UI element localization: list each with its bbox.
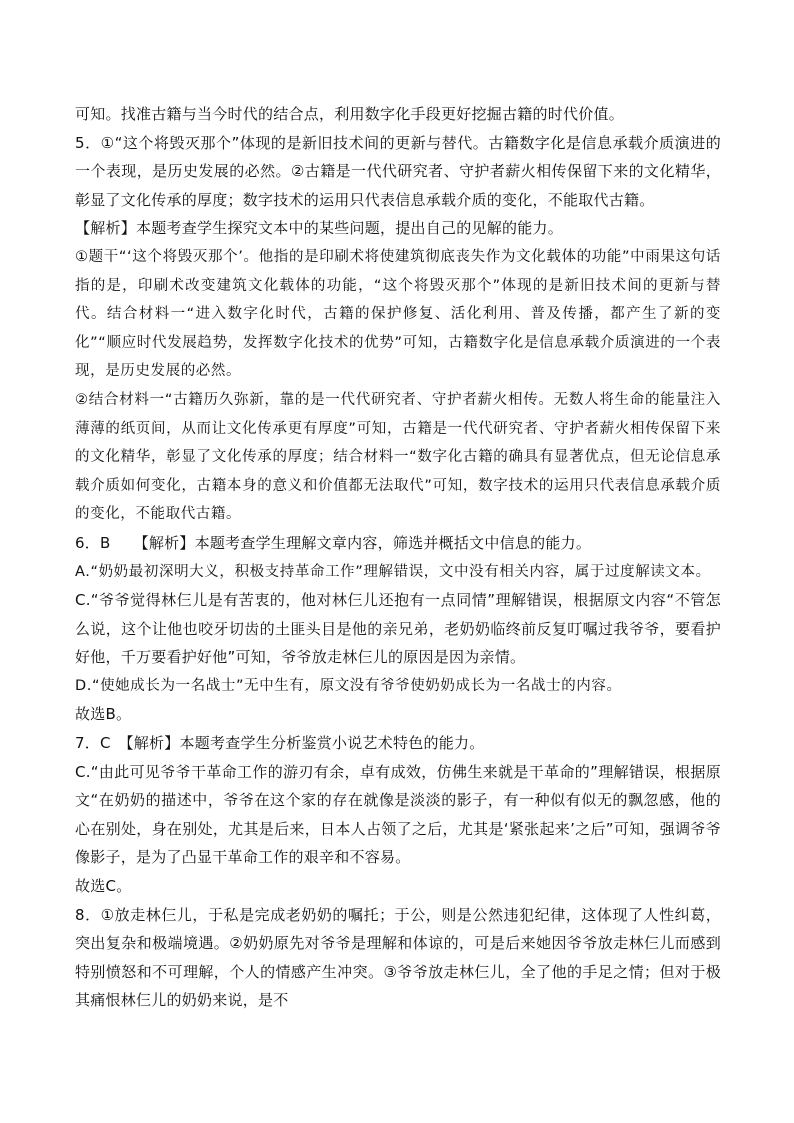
paragraph-answer-7-conclusion: 故选C。 — [75, 877, 132, 896]
paragraph-answer-8: 8．①放走林仨儿，于私是完成老奶奶的嘱托；于公，则是公然违犯纪律，这体现了人性纠葛，突出复杂和极端境遇。②奶奶原先对爷爷是理解和体谅的，可是后来她因爷爷放走林仨儿而感到特别愤怒和不可理解，个人的情感产生冲突。③爷爷放走林仨儿，全了他的手足之情；但对于极其痛恨林仨儿的奶奶来说，是不 — [75, 905, 721, 1010]
paragraph-answer-6-conclusion: 故选B。 — [75, 705, 132, 724]
paragraph-answer-7: 7．C 【解析】本题考查学生分析鉴赏小说艺术特色的能力。 — [75, 734, 485, 753]
document-body — [75, 100, 721, 1015]
paragraph-analysis-5-point-2: ②结合材料一“古籍历久弥新，靠的是一代代研究者、守护者薪火相传。无数人将生命的能量注入薄薄的纸页间，从而让文化传承更有厚度”可知，古籍是一代代研究者、守护者薪火相传保留下来的文化精华，彰显了文化传承的厚度；结合材料一“数字化古籍的确具有显著优点，但无论信息承载介质如何变化，古籍本身的意义和价值都无法取代”可知，数字技术的运用只代表信息承载介质的变化，不能取代古籍。 — [75, 391, 721, 523]
paragraph-analysis-5-heading: 【解析】本题考查学生探究文本中的某些问题，提出自己的见解的能力。 — [75, 219, 564, 238]
paragraph-answer-7-option-c: C.“由此可见爷爷干革命工作的游刃有余，卓有成效，仿佛生来就是干革命的”理解错误，根据原文“在奶奶的描述中，爷爷在这个家的存在就像是淡淡的影子，有一种似有似无的飘忽感，他的心在别处，身在别处，尤其是后来，日本人占领了之后，尤其是‘紧张起来’之后”可知，强调爷爷像影子，是为了凸显干革命工作的艰辛和不容易。 — [75, 762, 721, 867]
paragraph-intro-continuation: 可知。找准古籍与当今时代的结合点，利用数字化手段更好挖掘古籍的时代价值。 — [75, 105, 625, 123]
paragraph-answer-6-option-a: A.“奶奶最初深明大义，积极支持革命工作”理解错误，文中没有相关内容，属于过度解读文本。 — [75, 563, 711, 580]
paragraph-analysis-5-point-1: ①题干“‘这个将毁灭那个’。他指的是印刷术将使建筑彻底丧失作为文化载体的功能”中雨果这句话指的是，印刷术改变建筑文化载体的功能，“这个将毁灭那个”体现的是新旧技术间的更新与替代。结合材料一“进入数字化时代，古籍的保护修复、活化利用、普及传播，都产生了新的变化”“顺应时代发展趋势，发挥数字化技术的优势”可知，古籍数字化是信息承载介质演进的一个表现，是历史发展的必然。 — [75, 248, 721, 380]
paragraph-answer-6-option-c: C.“爷爷觉得林仨儿是有苦衷的，他对林仨儿还抱有一点同情”理解错误，根据原文内容“不管怎么说，这个让他也咬牙切齿的土匪头目是他的亲兄弟，老奶奶临终前反复叮嘱过我爷爷，要看护好他，千万要看护好他”可知，爷爷放走林仨儿的原因是因为亲情。 — [75, 591, 721, 667]
paragraph-answer-5: 5．①“这个将毁灭那个”体现的是新旧技术间的更新与替代。古籍数字化是信息承载介质演进的一个表现，是历史发展的必然。②古籍是一代代研究者、守护者薪火相传保留下来的文化精华，彰显了文化传承的厚度；数字技术的运用只代表信息承载介质的变化，不能取代古籍。 — [75, 133, 721, 209]
paragraph-answer-6-option-d: D.“使她成长为一名战士”无中生有，原文没有爷爷使奶奶成长为一名战士的内容。 — [75, 677, 622, 694]
paragraph-answer-6: 6．B 【解析】本题考查学生理解文章内容，筛选并概括文中信息的能力。 — [75, 533, 592, 552]
